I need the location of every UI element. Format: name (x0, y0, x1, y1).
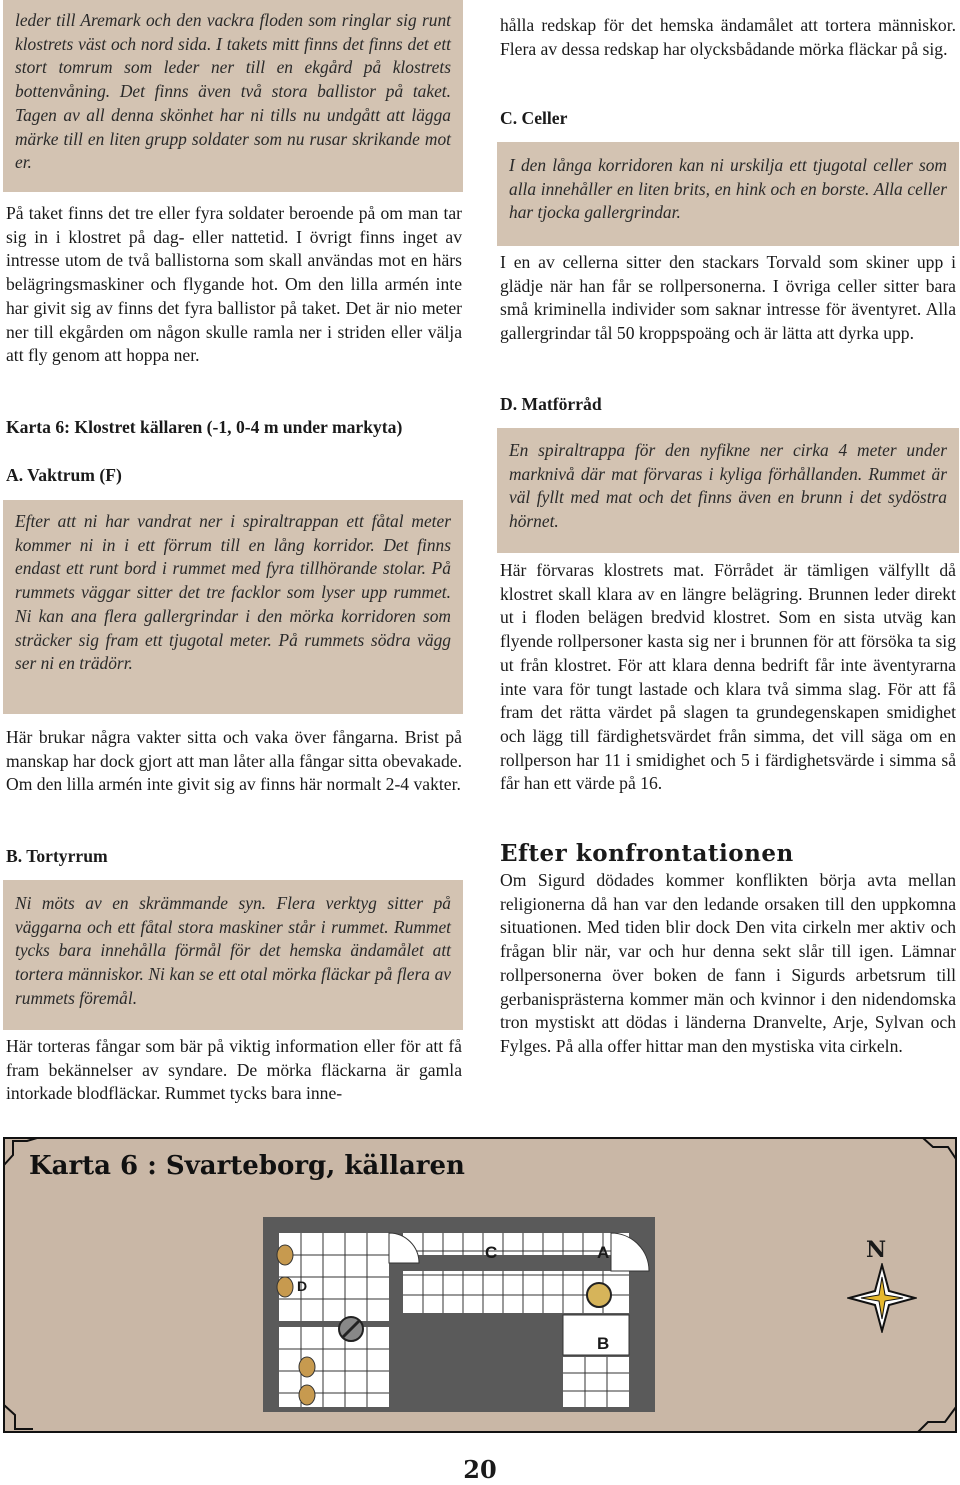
paragraph-a: Här brukar några vakter sitta och vaka över fångarna. Brist på manskap har dock gjort att man låter alla fångar sitta obevakade. Om den lilla armén inte givit sig av finns här normalt 2-4 vakter. (6, 727, 462, 795)
storeroom-d (277, 1233, 389, 1407)
heading-after-confrontation: Efter konfrontationen (500, 840, 794, 867)
room-label-c: C (485, 1243, 498, 1262)
torture-room-b (563, 1357, 629, 1407)
read-aloud-box-d (497, 428, 959, 553)
compass-rose-icon (847, 1263, 917, 1333)
page-number: 20 (463, 1455, 497, 1484)
room-label-a: A (597, 1243, 610, 1262)
read-aloud-box-a (3, 500, 463, 714)
heading-b: B. Tortyrrum (6, 846, 108, 866)
box-c-text: I den långa korridoren kan ni urskilja ett tjugotal celler som alla innehåller en liten brits, en hink och en borste. Alla celler har tjocka gallergrindar. (509, 155, 947, 223)
box-a-text: Efter att ni har vandrat ner i spiraltrappan ett fåtal meter kommer ni in i ett förrum till en lång korridor. Det finns endast ett runt bord i rummet med fyra tillhörande stolar. På rummets väggar sitter det tre facklor som lyser upp rummet. Ni kan ana flera gallergrindar i den mörka korridoren som sträcker sig fram ett tjugotal meter. På rummets södra vägg ser ni en trädörr. (15, 511, 451, 674)
heading-a: A. Vaktrum (F) (6, 465, 122, 485)
room-label-b: B (597, 1334, 610, 1353)
roof-paragraph: På taket finns det tre eller fyra soldater beroende på om man tar sig in i klostret på dag- eller nattetid. I övrigt finns inget av intresse utom de två ballistorna som skall användas mot en härs belägringsmaskiner och flygande hot. Om den lilla armén inte har givit sig av finns det fyra ballistor på taket. Det är nio meter ner till ekgården om någon skulle ramla ner i striden eller välja att fly genom att hoppa ner. (6, 203, 462, 366)
box-b-text: Ni möts av en skrämmande syn. Flera verktyg sitter på väggarna och ett fåtal stora maskiner står i rummet. Rummet tycks bara innehålla förmål för det hemska ändamålet att tortera människor. Ni kan se ett otal mörka fläckar på flera av rummets föremål. (15, 893, 451, 1008)
read-aloud-box-roof (3, 0, 463, 192)
box-d-text: En spiraltrappa för den nyfikne ner cirka 4 meter under marknivå där mat förvaras i kyliga förhållanden. Rummet är väl fyllt med mat och det finns även en brunn i det sydöstra hörnet. (509, 440, 947, 532)
map-title: Karta 6 : Svarteborg, källaren (29, 1151, 465, 1181)
paragraph-b: Här torteras fångar som bär på viktig information eller för att få fram bekännelser av syndare. De mörka fläckarna är gamla intorkade blodfläckar. Rummet tycks bara inne- (6, 1036, 462, 1104)
heading-d: D. Matförråd (500, 394, 602, 414)
box-roof-text: leder till Aremark och den vackra floden som ringlar sig runt klostrets väst och nord sida. I takets mitt finns det finns det ett stort tomrum som leder ner till en ekgård på klostrets bottenvåning. Det finns även två stora ballistor på taket. Tagen av all denna skönhet har ni tills nu undgått att lägga märke till en liten grupp soldater som nu rusar skrikande mot er. (15, 10, 451, 173)
map-heading: Karta 6: Klostret källaren (-1, 0-4 m under markyta) (6, 417, 403, 437)
paragraph-d: Här förvaras klostrets mat. Förrådet är tämligen välfyllt då klostret skall klara av en längre belägring. Brunnen leder direkt ut i floden belägen bredvid klostret. Som en sista utväg kan flyende rollpersoner kasta sig ner i brunnen för att försöka ta sig ut från klostret. För att klara denna bedrift får inte äventyrarna inte vara för tungt lastade och klara två simma slag. För att få fram det rätta värdet på slagen ta grundegenskapen smidighet och lägg till färdighetsvärdet från simma, det vill säga om en rollperson har 11 i smidighet och 5 i färdighetsvärde i simma så får han ett värde på 16. (500, 560, 956, 794)
compass-north-label: N (866, 1237, 887, 1263)
dungeon-floorplan (3, 1137, 957, 1433)
heading-c: C. Celler (500, 108, 568, 128)
read-aloud-box-c (497, 142, 959, 246)
map-panel (3, 1137, 957, 1433)
paragraph-c: I en av cellerna sitter den stackars Torvald som skiner upp i glädje när han får se rollpersonerna. I övriga celler sitter bara små kriminella individer som saknar intresse för äventyret. Alla gallergrindar tål 50 kroppspoäng och är lätta att dyrka upp. (500, 252, 956, 344)
paragraph-b-continued: hålla redskap för det hemska ändamålet att tortera människor. Flera av dessa redskap har olycksbådande mörka fläckar på sig. (500, 15, 956, 59)
paragraph-after: Om Sigurd dödades kommer konflikten börja avta mellan religionerna då han var den ledande orsaken till den uppkomna situationen. Med tiden blir dock Den vita cirkeln mer aktiv och frågan blir när, var och hur denna sekt slår till igen. Lämnar rollpersonerna över boken de fann i Sigurds arbetsrum till gerbanisprästerna kommer män och kvinnor i den nidendomska tron mystiskt att dödas i länderna Dranvelte, Arje, Sylvan och Fylges. På alla offer hittar man den mystiska vita cirkeln. (500, 870, 956, 1056)
read-aloud-box-b (3, 880, 463, 1030)
room-label-d: D (297, 1278, 308, 1294)
